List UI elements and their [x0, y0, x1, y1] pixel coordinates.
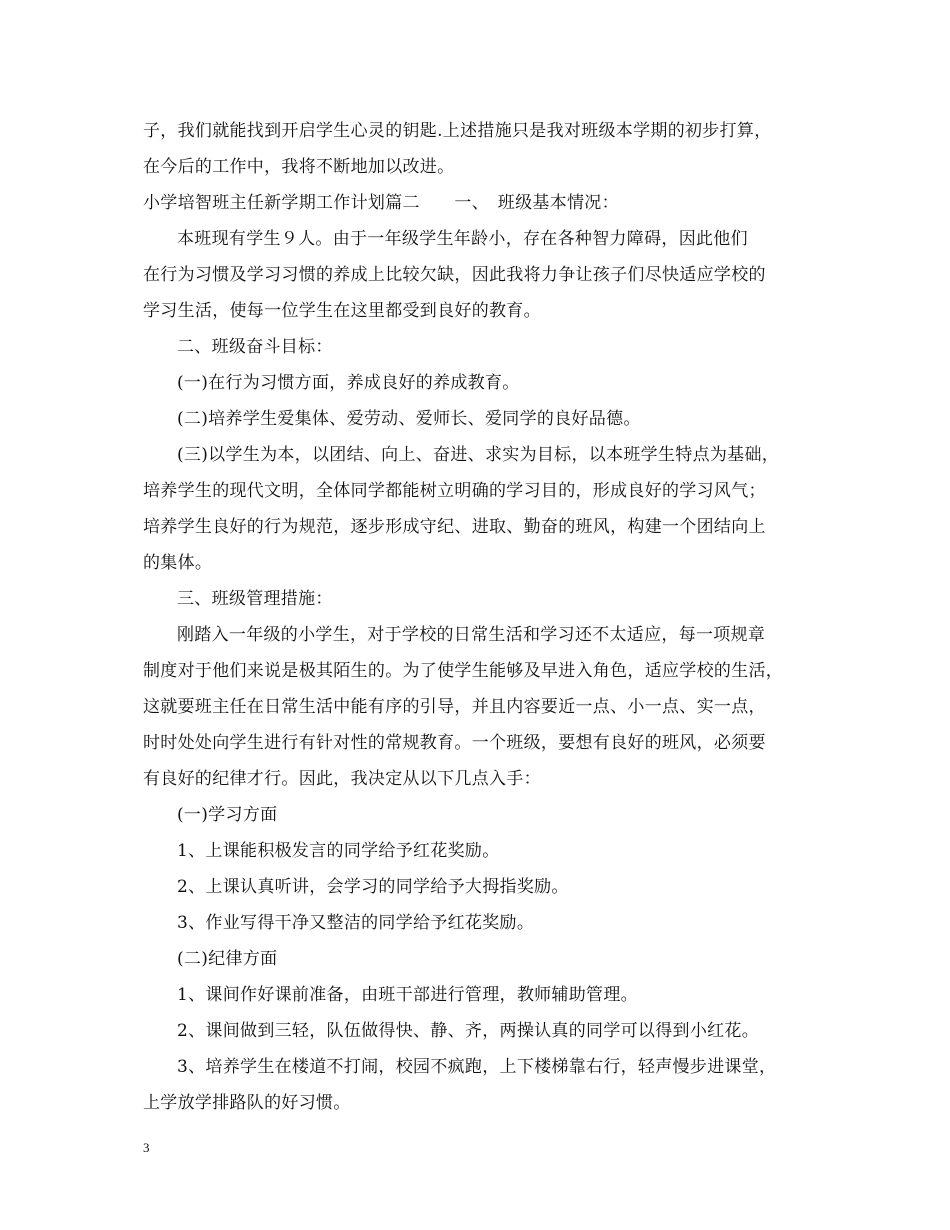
document-body — [143, 113, 843, 1121]
discipline-item-3-line-1: 3、培养学生在楼道不打闹，校园不疯跑，上下楼梯靠右行，轻声慢步进课堂， — [177, 1057, 777, 1077]
subheading-measures: 三、班级管理措施： — [177, 589, 333, 609]
paragraph-line-3: 学习生活，使每一位学生在这里都受到良好的教育。 — [143, 301, 541, 321]
text-line-1: 子，我们就能找到开启学生心灵的钥匙.上述措施只是我对班级本学期的初步打算， — [143, 121, 772, 141]
goal-item-3-line-3: 培养学生良好的行为规范，逐步形成守纪、进取、勤奋的班风，构建一个团结向上 — [143, 517, 766, 537]
measures-paragraph-line-4: 时时处处向学生进行有针对性的常规教育。一个班级，要想有良好的班风，必须要 — [143, 733, 766, 753]
discipline-item-3-line-2: 上学放学排路队的好习惯。 — [143, 1093, 351, 1113]
section-heading-line: 小学培智班主任新学期工作计划篇二 一、 班级基本情况： — [143, 193, 619, 213]
measures-paragraph-line-5: 有良好的纪律才行。因此，我决定从以下几点入手： — [143, 769, 541, 789]
page-number: 3 — [143, 1140, 150, 1155]
goal-item-3-line-1: (三)以学生为本，以团结、向上、奋进、求实为目标，以本班学生特点为基础， — [177, 445, 780, 465]
goal-item-3-line-4: 的集体。 — [143, 553, 213, 573]
measures-paragraph-line-2: 制度对于他们来说是极其陌生的。为了使学生能够及早进入角色，适应学校的生活， — [143, 661, 784, 681]
study-item-3: 3、作业写得干净又整洁的同学给予红花奖励。 — [177, 913, 535, 933]
goal-item-2: (二)培养学生爱集体、爱劳动、爱师长、爱同学的良好品德。 — [177, 409, 641, 429]
study-item-2: 2、上课认真听讲，会学习的同学给予大拇指奖励。 — [177, 877, 569, 897]
paragraph-line-1: 本班现有学生９人。由于一年级学生年龄小，存在各种智力障碍，因此他们 — [177, 229, 748, 249]
text-line-2: 在今后的工作中，我将不断地加以改进。 — [143, 157, 455, 177]
discipline-section-heading: (二)纪律方面 — [177, 949, 278, 969]
paragraph-line-2: 在行为习惯及学习习惯的养成上比较欠缺，因此我将力争让孩子们尽快适应学校的 — [143, 265, 766, 285]
goal-item-1: (一)在行为习惯方面，养成良好的养成教育。 — [177, 373, 520, 393]
subheading-goals: 二、班级奋斗目标： — [177, 337, 333, 357]
goal-item-3-line-2: 培养学生的现代文明，全体同学都能树立明确的学习目的，形成良好的学习风气； — [143, 481, 766, 501]
study-section-heading: (一)学习方面 — [177, 805, 278, 825]
study-item-1: 1、上课能积极发言的同学给予红花奖励。 — [177, 841, 500, 861]
measures-paragraph-line-1: 刚踏入一年级的小学生，对于学校的日常生活和学习还不太适应，每一项规章 — [177, 625, 766, 645]
measures-paragraph-line-3: 这就要班主任在日常生活中能有序的引导，并且内容要近一点、小一点、实一点， — [143, 697, 766, 717]
discipline-item-2: 2、课间做到三轻，队伍做得快、静、齐，两操认真的同学可以得到小红花。 — [177, 1021, 760, 1041]
discipline-item-1: 1、课间作好课前准备，由班干部进行管理，教师辅助管理。 — [177, 985, 638, 1005]
